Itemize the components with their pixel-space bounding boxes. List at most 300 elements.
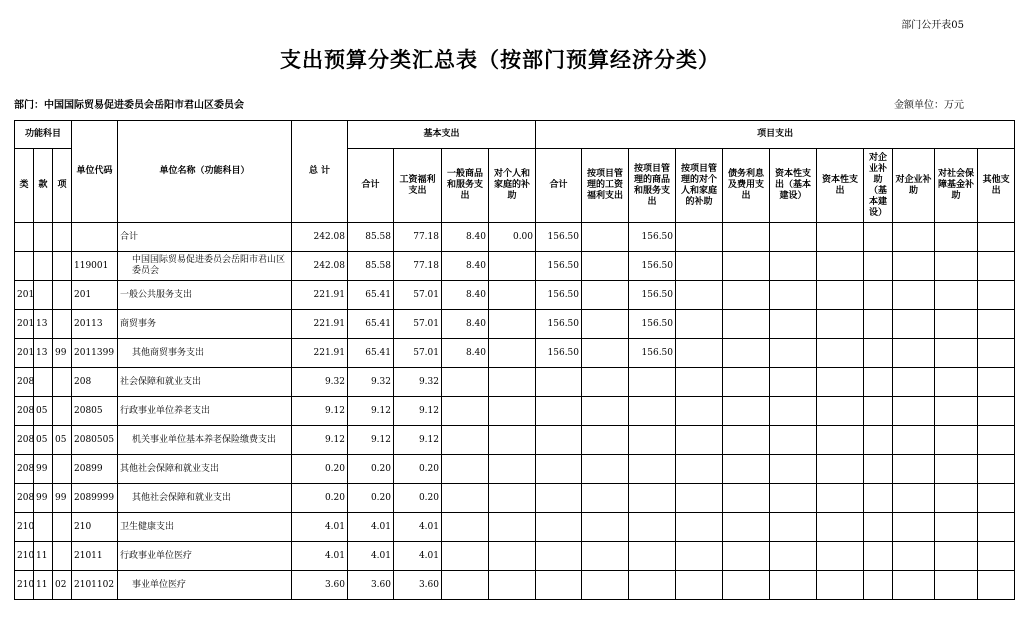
cell-empty <box>770 281 817 310</box>
cell-basic-salary: 57.01 <box>394 339 442 368</box>
cell-empty <box>676 281 723 310</box>
cell-empty <box>893 310 935 339</box>
expenditure-table <box>14 120 1015 600</box>
cell-lei: 201 <box>15 281 34 310</box>
cell-kuan <box>34 223 53 252</box>
cell-unit-code: 119001 <box>72 252 118 281</box>
cell-project-salary <box>582 223 629 252</box>
cell-total: 0.20 <box>292 455 348 484</box>
cell-empty <box>978 223 1015 252</box>
cell-basic-subsidy <box>489 513 536 542</box>
cell-basic-salary: 4.01 <box>394 513 442 542</box>
cell-total: 221.91 <box>292 310 348 339</box>
header-func-subject: 功能科目 <box>15 121 72 149</box>
cell-empty <box>770 223 817 252</box>
cell-unit-code: 21011 <box>72 542 118 571</box>
cell-basic-goods <box>442 455 489 484</box>
cell-empty <box>770 571 817 600</box>
cell-unit-name: 一般公共服务支出 <box>118 281 292 310</box>
form-number: 部门公开表05 <box>901 20 964 31</box>
cell-empty <box>723 281 770 310</box>
cell-project-salary <box>582 484 629 513</box>
cell-basic-goods <box>442 484 489 513</box>
table-row <box>15 455 1015 484</box>
cell-unit-name: 其他商贸事务支出 <box>118 339 292 368</box>
department-label: 部门：中国国际贸易促进委员会岳阳市君山区委员会 <box>14 100 244 111</box>
cell-project-total: 156.50 <box>536 252 582 281</box>
cell-kuan <box>34 281 53 310</box>
cell-empty <box>676 513 723 542</box>
cell-xiang: 02 <box>53 571 72 600</box>
cell-empty <box>723 397 770 426</box>
cell-lei: 210 <box>15 513 34 542</box>
cell-unit-name: 其他社会保障和就业支出 <box>118 484 292 513</box>
cell-xiang <box>53 310 72 339</box>
cell-total: 9.12 <box>292 426 348 455</box>
cell-empty <box>676 368 723 397</box>
cell-empty <box>723 310 770 339</box>
cell-project-total <box>536 368 582 397</box>
cell-empty <box>723 339 770 368</box>
cell-lei: 201 <box>15 310 34 339</box>
cell-basic-goods <box>442 397 489 426</box>
cell-empty <box>770 397 817 426</box>
cell-project-goods: 156.50 <box>629 281 676 310</box>
cell-empty <box>676 542 723 571</box>
cell-empty <box>893 455 935 484</box>
cell-project-salary <box>582 571 629 600</box>
cell-empty <box>935 571 978 600</box>
cell-total: 242.08 <box>292 223 348 252</box>
cell-basic-goods: 8.40 <box>442 281 489 310</box>
cell-lei: 208 <box>15 484 34 513</box>
cell-empty <box>723 571 770 600</box>
cell-xiang <box>53 368 72 397</box>
cell-total: 0.20 <box>292 484 348 513</box>
cell-empty <box>893 571 935 600</box>
cell-project-total <box>536 426 582 455</box>
cell-total: 4.01 <box>292 542 348 571</box>
cell-project-total: 156.50 <box>536 223 582 252</box>
cell-basic-goods <box>442 513 489 542</box>
cell-unit-code <box>72 223 118 252</box>
cell-project-goods <box>629 513 676 542</box>
cell-unit-code: 208 <box>72 368 118 397</box>
cell-lei: 208 <box>15 397 34 426</box>
cell-basic-salary: 57.01 <box>394 310 442 339</box>
header-basic-goods: 一般商品和服务支出 <box>442 149 489 223</box>
header-project-goods: 按项目管理的商品和服务支出 <box>629 149 676 223</box>
cell-empty <box>978 542 1015 571</box>
cell-project-salary <box>582 455 629 484</box>
cell-empty <box>893 397 935 426</box>
cell-xiang <box>53 397 72 426</box>
cell-basic-total: 65.41 <box>348 339 394 368</box>
table-row <box>15 281 1015 310</box>
cell-basic-total: 4.01 <box>348 513 394 542</box>
cell-project-salary <box>582 339 629 368</box>
cell-basic-total: 85.58 <box>348 223 394 252</box>
page-title: 支出预算分类汇总表（按部门预算经济分类） <box>280 47 720 72</box>
cell-basic-salary: 9.12 <box>394 397 442 426</box>
cell-total: 221.91 <box>292 281 348 310</box>
header-project-subsidy: 按项目管理的对个人和家庭的补助 <box>676 149 723 223</box>
cell-kuan <box>34 252 53 281</box>
cell-unit-code: 20805 <box>72 397 118 426</box>
cell-empty <box>935 397 978 426</box>
cell-empty <box>978 310 1015 339</box>
cell-empty <box>676 223 723 252</box>
cell-project-goods: 156.50 <box>629 223 676 252</box>
table-row <box>15 426 1015 455</box>
cell-project-goods: 156.50 <box>629 252 676 281</box>
cell-basic-total: 9.32 <box>348 368 394 397</box>
cell-unit-code: 2101102 <box>72 571 118 600</box>
cell-unit-name: 行政事业单位医疗 <box>118 542 292 571</box>
header-basic-total: 合计 <box>348 149 394 223</box>
header-unit-name: 单位名称（功能科目） <box>118 121 292 223</box>
cell-total: 9.32 <box>292 368 348 397</box>
cell-empty <box>723 426 770 455</box>
cell-basic-salary: 3.60 <box>394 571 442 600</box>
cell-xiang: 05 <box>53 426 72 455</box>
cell-empty <box>723 484 770 513</box>
cell-empty <box>864 223 893 252</box>
cell-total: 221.91 <box>292 339 348 368</box>
cell-xiang <box>53 223 72 252</box>
cell-empty <box>817 484 864 513</box>
cell-basic-subsidy <box>489 281 536 310</box>
cell-empty <box>676 426 723 455</box>
cell-project-salary <box>582 397 629 426</box>
cell-lei <box>15 252 34 281</box>
cell-empty <box>935 455 978 484</box>
cell-empty <box>864 542 893 571</box>
cell-empty <box>978 513 1015 542</box>
cell-project-salary <box>582 252 629 281</box>
header-project-enterprise-basic: 对企业补助（基本建设） <box>864 149 893 223</box>
cell-unit-name: 事业单位医疗 <box>118 571 292 600</box>
cell-total: 3.60 <box>292 571 348 600</box>
cell-basic-subsidy: 0.00 <box>489 223 536 252</box>
cell-empty <box>770 368 817 397</box>
cell-project-goods <box>629 542 676 571</box>
cell-empty <box>893 368 935 397</box>
cell-total: 4.01 <box>292 513 348 542</box>
cell-unit-name: 其他社会保障和就业支出 <box>118 455 292 484</box>
cell-unit-code: 20899 <box>72 455 118 484</box>
cell-empty <box>770 484 817 513</box>
cell-basic-salary: 0.20 <box>394 455 442 484</box>
cell-empty <box>723 252 770 281</box>
cell-unit-name: 社会保障和就业支出 <box>118 368 292 397</box>
cell-xiang <box>53 513 72 542</box>
cell-basic-goods <box>442 368 489 397</box>
cell-lei: 210 <box>15 542 34 571</box>
header-project-capital-basic: 资本性支出（基本建设） <box>770 149 817 223</box>
cell-empty <box>893 281 935 310</box>
cell-unit-code: 2089999 <box>72 484 118 513</box>
cell-basic-subsidy <box>489 571 536 600</box>
cell-empty <box>864 513 893 542</box>
header-xiang: 项 <box>53 149 72 223</box>
cell-basic-total: 9.12 <box>348 397 394 426</box>
cell-project-salary <box>582 368 629 397</box>
cell-kuan: 11 <box>34 542 53 571</box>
cell-empty <box>817 397 864 426</box>
cell-basic-subsidy <box>489 542 536 571</box>
table-row <box>15 310 1015 339</box>
cell-empty <box>978 281 1015 310</box>
cell-basic-total: 3.60 <box>348 571 394 600</box>
cell-empty <box>935 310 978 339</box>
table-row <box>15 252 1015 281</box>
cell-project-goods: 156.50 <box>629 310 676 339</box>
cell-lei <box>15 223 34 252</box>
cell-basic-subsidy <box>489 339 536 368</box>
cell-project-goods <box>629 426 676 455</box>
table-row <box>15 368 1015 397</box>
cell-project-total <box>536 513 582 542</box>
cell-lei: 210 <box>15 571 34 600</box>
cell-empty <box>893 484 935 513</box>
cell-project-total <box>536 571 582 600</box>
cell-empty <box>676 339 723 368</box>
cell-empty <box>817 513 864 542</box>
cell-project-salary <box>582 310 629 339</box>
table-row <box>15 571 1015 600</box>
header-basic: 基本支出 <box>348 121 536 149</box>
cell-empty <box>817 281 864 310</box>
cell-unit-name: 中国国际贸易促进委员会岳阳市君山区委员会 <box>118 252 292 281</box>
cell-project-goods <box>629 455 676 484</box>
cell-empty <box>723 513 770 542</box>
cell-basic-goods <box>442 571 489 600</box>
cell-xiang: 99 <box>53 339 72 368</box>
cell-basic-salary: 77.18 <box>394 252 442 281</box>
cell-project-goods <box>629 571 676 600</box>
cell-basic-goods <box>442 426 489 455</box>
cell-empty <box>817 571 864 600</box>
cell-empty <box>723 542 770 571</box>
cell-empty <box>893 339 935 368</box>
cell-empty <box>978 368 1015 397</box>
cell-empty <box>676 310 723 339</box>
cell-empty <box>817 223 864 252</box>
cell-xiang: 99 <box>53 484 72 513</box>
header-project-salary: 按项目管理的工资福利支出 <box>582 149 629 223</box>
cell-lei: 208 <box>15 426 34 455</box>
cell-project-total: 156.50 <box>536 281 582 310</box>
cell-basic-goods: 8.40 <box>442 310 489 339</box>
cell-empty <box>935 281 978 310</box>
cell-lei: 208 <box>15 368 34 397</box>
table-row <box>15 339 1015 368</box>
cell-kuan <box>34 368 53 397</box>
cell-project-salary <box>582 542 629 571</box>
cell-kuan: 05 <box>34 426 53 455</box>
cell-project-total <box>536 484 582 513</box>
cell-basic-goods: 8.40 <box>442 223 489 252</box>
cell-basic-salary: 9.12 <box>394 426 442 455</box>
cell-basic-goods: 8.40 <box>442 252 489 281</box>
cell-empty <box>893 542 935 571</box>
cell-basic-subsidy <box>489 484 536 513</box>
cell-empty <box>723 455 770 484</box>
cell-basic-subsidy <box>489 368 536 397</box>
header-project-debt: 债务利息及费用支出 <box>723 149 770 223</box>
cell-empty <box>770 455 817 484</box>
cell-empty <box>935 484 978 513</box>
cell-empty <box>864 397 893 426</box>
cell-empty <box>676 252 723 281</box>
cell-empty <box>817 455 864 484</box>
cell-project-total <box>536 397 582 426</box>
header-project-other: 其他支出 <box>978 149 1015 223</box>
cell-empty <box>676 455 723 484</box>
cell-kuan: 13 <box>34 339 53 368</box>
cell-total: 242.08 <box>292 252 348 281</box>
header-total: 总 计 <box>292 121 348 223</box>
cell-xiang <box>53 252 72 281</box>
cell-xiang <box>53 281 72 310</box>
cell-empty <box>935 542 978 571</box>
cell-empty <box>978 397 1015 426</box>
cell-unit-code: 20113 <box>72 310 118 339</box>
header-lei: 类 <box>15 149 34 223</box>
cell-basic-total: 4.01 <box>348 542 394 571</box>
cell-project-goods: 156.50 <box>629 339 676 368</box>
cell-unit-code: 210 <box>72 513 118 542</box>
cell-empty <box>770 513 817 542</box>
cell-unit-name: 行政事业单位养老支出 <box>118 397 292 426</box>
cell-project-total <box>536 455 582 484</box>
cell-kuan <box>34 513 53 542</box>
header-project-total: 合计 <box>536 149 582 223</box>
cell-unit-code: 2011399 <box>72 339 118 368</box>
cell-empty <box>935 252 978 281</box>
cell-basic-total: 65.41 <box>348 281 394 310</box>
cell-xiang <box>53 455 72 484</box>
cell-unit-name: 机关事业单位基本养老保险缴费支出 <box>118 426 292 455</box>
cell-empty <box>978 426 1015 455</box>
cell-basic-salary: 0.20 <box>394 484 442 513</box>
cell-empty <box>864 484 893 513</box>
cell-empty <box>817 542 864 571</box>
cell-project-goods <box>629 484 676 513</box>
cell-project-total: 156.50 <box>536 339 582 368</box>
cell-empty <box>676 397 723 426</box>
cell-empty <box>770 252 817 281</box>
cell-empty <box>935 513 978 542</box>
header-kuan: 款 <box>34 149 53 223</box>
cell-empty <box>817 368 864 397</box>
cell-empty <box>935 223 978 252</box>
table-row <box>15 484 1015 513</box>
cell-empty <box>864 455 893 484</box>
header-basic-salary: 工资福利支出 <box>394 149 442 223</box>
cell-project-salary <box>582 426 629 455</box>
header-project-enterprise: 对企业补助 <box>893 149 935 223</box>
cell-basic-total: 9.12 <box>348 426 394 455</box>
cell-basic-subsidy <box>489 426 536 455</box>
cell-empty <box>935 426 978 455</box>
cell-empty <box>935 368 978 397</box>
cell-empty <box>893 223 935 252</box>
cell-project-goods <box>629 368 676 397</box>
cell-empty <box>676 571 723 600</box>
cell-empty <box>864 310 893 339</box>
cell-project-total <box>536 542 582 571</box>
cell-basic-subsidy <box>489 455 536 484</box>
cell-empty <box>817 252 864 281</box>
cell-unit-code: 201 <box>72 281 118 310</box>
cell-empty <box>770 339 817 368</box>
cell-empty <box>864 339 893 368</box>
cell-unit-code: 2080505 <box>72 426 118 455</box>
cell-basic-salary: 4.01 <box>394 542 442 571</box>
header-unit-code: 单位代码 <box>72 121 118 223</box>
cell-unit-name: 卫生健康支出 <box>118 513 292 542</box>
cell-total: 9.12 <box>292 397 348 426</box>
cell-empty <box>676 484 723 513</box>
cell-kuan: 13 <box>34 310 53 339</box>
amount-unit-label: 金额单位：万元 <box>894 100 964 111</box>
cell-project-goods <box>629 397 676 426</box>
cell-empty <box>893 513 935 542</box>
cell-empty <box>817 339 864 368</box>
cell-kuan: 99 <box>34 455 53 484</box>
cell-basic-salary: 77.18 <box>394 223 442 252</box>
cell-basic-total: 0.20 <box>348 455 394 484</box>
cell-unit-name: 商贸事务 <box>118 310 292 339</box>
cell-project-salary <box>582 513 629 542</box>
cell-empty <box>864 252 893 281</box>
cell-empty <box>723 223 770 252</box>
cell-empty <box>864 426 893 455</box>
cell-kuan: 05 <box>34 397 53 426</box>
cell-project-total: 156.50 <box>536 310 582 339</box>
cell-project-salary <box>582 281 629 310</box>
table-row <box>15 513 1015 542</box>
cell-empty <box>770 426 817 455</box>
cell-basic-subsidy <box>489 310 536 339</box>
cell-basic-salary: 57.01 <box>394 281 442 310</box>
table-row <box>15 542 1015 571</box>
cell-empty <box>770 542 817 571</box>
cell-empty <box>864 571 893 600</box>
cell-lei: 208 <box>15 455 34 484</box>
table-row <box>15 223 1015 252</box>
header-project-social: 对社会保障基金补助 <box>935 149 978 223</box>
cell-basic-subsidy <box>489 397 536 426</box>
cell-lei: 201 <box>15 339 34 368</box>
cell-kuan: 11 <box>34 571 53 600</box>
cell-basic-total: 65.41 <box>348 310 394 339</box>
header-project: 项目支出 <box>536 121 1015 149</box>
cell-basic-goods <box>442 542 489 571</box>
cell-empty <box>978 339 1015 368</box>
cell-empty <box>893 426 935 455</box>
cell-empty <box>817 310 864 339</box>
cell-empty <box>893 252 935 281</box>
cell-basic-total: 0.20 <box>348 484 394 513</box>
cell-basic-total: 85.58 <box>348 252 394 281</box>
cell-empty <box>864 368 893 397</box>
cell-empty <box>935 339 978 368</box>
cell-empty <box>978 252 1015 281</box>
table-row <box>15 397 1015 426</box>
